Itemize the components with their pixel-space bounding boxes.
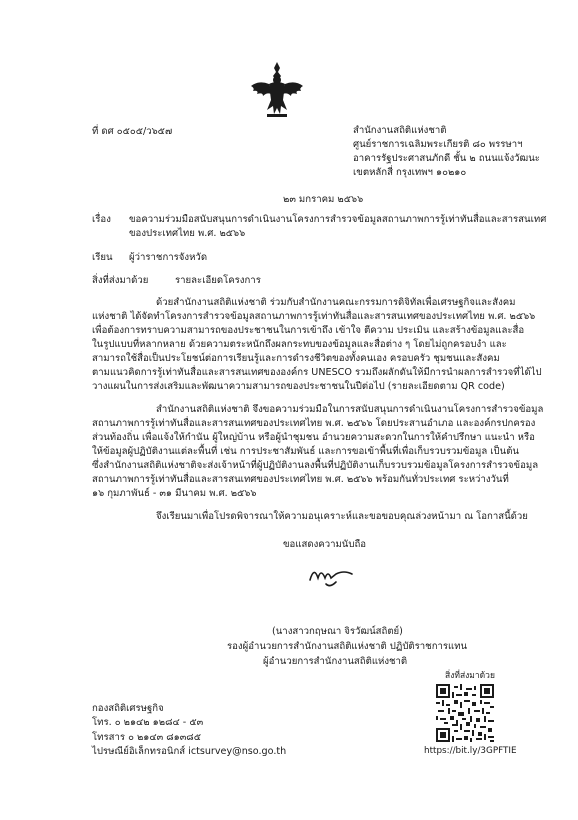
sender-line: เขตหลักสี่ กรุงเทพฯ ๑๐๒๑๐ — [353, 167, 467, 178]
sender-line: อาคารรัฐประศาสนภักดี ชั้น ๒ ถนนแจ้งวัฒนะ — [353, 153, 540, 164]
paragraph-1-line: ในรูปแบบที่หลากหลาย ด้วยความตระหนักถึงผลกระทบของข้อมูลและสื่อต่าง ๆ โดยไม่ถูกครอบงำ และ — [92, 339, 507, 350]
paragraph-1-line: เพื่อต้องการทราบความสามารถของประชาชนในการเข้าถึง เข้าใจ ตีความ ประเมิน และสร้างข้อมูลและสื่อ — [92, 325, 525, 336]
footer-email: ไปรษณีย์อิเล็กทรอนิกส์ ictsurvey@nso.go.th — [92, 746, 287, 757]
to-label: เรียน — [92, 252, 113, 263]
qr-url-link[interactable]: https://bit.ly/3GPFTIE — [424, 746, 517, 756]
enclosure-label: สิ่งที่ส่งมาด้วย — [92, 275, 149, 286]
paragraph-1-line: แห่งชาติ ได้จัดทำโครงการสำรวจข้อมูลสถานภาพการรู้เท่าทันสื่อและสารสนเทศของประเทศไทย พ.ศ. ๒๕๖๖ — [92, 311, 536, 322]
subject-text: ขอความร่วมมือสนับสนุนการดำเนินงานโครงการสำรวจข้อมูลสถานภาพการรู้เท่าทันสื่อและสารสนเทศ — [129, 214, 547, 225]
sender-line: สำนักงานสถิติแห่งชาติ — [353, 125, 447, 136]
paragraph-1-line: วางแผนในการส่งเสริมและพัฒนาความสามารถของประชาชนในปีต่อไป (รายละเอียดตาม QR code) — [92, 381, 505, 392]
footer-phone: โทร. ๐ ๒๑๔๒ ๑๒๘๔ - ๕๓ — [92, 717, 204, 728]
paragraph-2-line: ให้ข้อมูลผู้ปฏิบัติงานแต่ละพื้นที่ เช่น การประชาสัมพันธ์ และการขอเข้าพื้นที่เพื่อเก็บรวบรวมข้อมูล เป็นต้น — [92, 446, 519, 457]
signature-mark — [306, 560, 360, 592]
paragraph-2-line: สำนักงานสถิติแห่งชาติ จึงขอความร่วมมือในการสนับสนุนการดำเนินงานโครงการสำรวจข้อมูล — [156, 404, 544, 415]
footer-division: กองสถิติเศรษฐกิจ — [92, 703, 164, 714]
garuda-emblem-icon — [247, 58, 307, 120]
signer-name: (นางสาวกฤษณา จิรวัฒน์สถิตย์) — [272, 626, 403, 637]
qr-caption: สิ่งที่ส่งมาด้วย — [445, 671, 495, 681]
letter-number: ที่ ดศ ๐๕๐๕/ว๖๕๗ — [92, 126, 173, 137]
qr-code-icon[interactable] — [436, 684, 494, 742]
enclosure-text: รายละเอียดโครงการ — [175, 275, 261, 286]
footer-fax: โทรสาร ๐ ๒๑๔๓ ๘๑๓๘๕ — [92, 732, 201, 743]
paragraph-2-line: สถานภาพการรู้เท่าทันสื่อและสารสนเทศของประเทศไทย พ.ศ. ๒๕๖๖ โดยประสานอำเภอ และองค์กรปกครอง — [92, 418, 536, 429]
subject-text: ของประเทศไทย พ.ศ. ๒๕๖๖ — [129, 228, 246, 239]
letter-date: ๒๓ มกราคม ๒๕๖๖ — [283, 194, 364, 205]
paragraph-2-line: ๑๖ กุมภาพันธ์ - ๓๑ มีนาคม พ.ศ. ๒๕๖๖ — [92, 488, 257, 499]
paragraph-2-line: ซึ่งสำนักงานสถิติแห่งชาติจะส่งเจ้าหน้าที่ผู้ปฏิบัติงานลงพื้นที่ปฏิบัติงานเก็บรวบรวมข้อมูลโครงการสำรวจข้อมูล — [92, 460, 539, 471]
sender-line: ศูนย์ราชการเฉลิมพระเกียรติ ๘๐ พรรษาฯ — [353, 139, 523, 150]
paragraph-2-line: ส่วนท้องถิ่น เพื่อแจ้งให้กำนัน ผู้ใหญ่บ้าน หรือผู้นำชุมชน อำนวยความสะดวกในการให้คำปรึกษา แนะนำ หรือ — [92, 432, 535, 443]
signer-title: รองผู้อำนวยการสำนักงานสถิติแห่งชาติ ปฏิบัติราชการแทน — [227, 641, 468, 652]
subject-label: เรื่อง — [92, 214, 111, 225]
to-text: ผู้ว่าราชการจังหวัด — [129, 252, 208, 263]
paragraph-2-line: สถานภาพการรู้เท่าทันสื่อและสารสนเทศของประเทศไทย พ.ศ. ๒๕๖๖ พร้อมกันทั่วประเทศ ระหว่างวันที่ — [92, 474, 509, 485]
signer-title: ผู้อำนวยการสำนักงานสถิติแห่งชาติ — [263, 656, 408, 667]
paragraph-1-line: ตามแนวคิดการรู้เท่าทันสื่อและสารสนเทศขององค์กร UNESCO รวมถึงผลักดันให้มีการนำผลการสำรวจที่ได้ไป — [92, 367, 542, 378]
closing-salutation: ขอแสดงความนับถือ — [283, 539, 367, 550]
paragraph-1-line: สามารถใช้สื่อเป็นประโยชน์ต่อการเรียนรู้และการดำรงชีวิตของทั้งคนเอง ครอบครัว ชุมชนและสังคม — [92, 353, 500, 364]
paragraph-1-line: ด้วยสำนักงานสถิติแห่งชาติ ร่วมกับสำนักงานคณะกรรมการดิจิทัลเพื่อเศรษฐกิจและสังคม — [156, 297, 516, 308]
closing-request: จึงเรียนมาเพื่อโปรดพิจารณาให้ความอนุเคราะห์และขอขอบคุณล่วงหน้ามา ณ โอกาสนี้ด้วย — [156, 511, 528, 522]
